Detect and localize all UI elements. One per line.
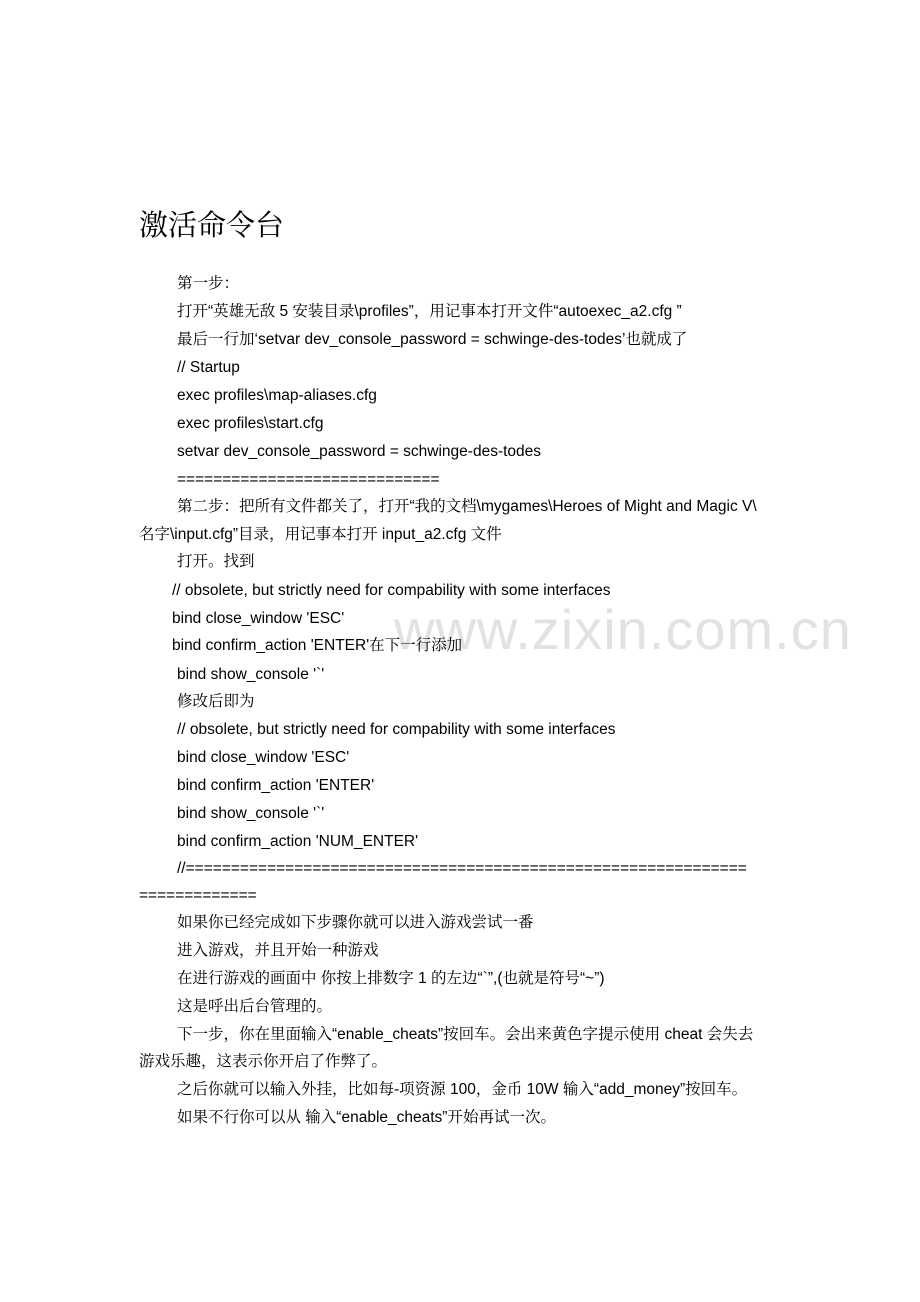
- code-line: bind show_console '`': [177, 805, 325, 822]
- code-line: bind close_window 'ESC': [177, 749, 350, 766]
- paragraph-line: 修改后即为: [177, 693, 255, 710]
- step-one-heading: 第一步：: [177, 275, 240, 292]
- paragraph-line: 打开“英雄无敌 5 安装目录\profiles”，用记事本打开文件“autoexec_a2.cfg ”: [177, 303, 682, 320]
- code-line: bind confirm_action 'ENTER'在下一行添加: [172, 637, 463, 654]
- code-line: exec profiles\map-aliases.cfg: [177, 387, 377, 404]
- separator-line: //==============================================================: [177, 860, 747, 877]
- paragraph-line: 这是呼出后台管理的。: [177, 998, 333, 1015]
- code-line: bind close_window 'ESC': [172, 610, 345, 627]
- code-line: bind show_console '`': [177, 666, 325, 683]
- watermark-text: www.zixin.com.cn: [394, 598, 852, 661]
- paragraph-line: 下一步，你在里面输入“enable_cheats”按回车。会出来黄色字提示使用 cheat 会失去: [177, 1026, 754, 1043]
- paragraph-line: 在进行游戏的画面中 你按上排数字 1 的左边“`”,(也就是符号“~”): [177, 970, 605, 987]
- code-line: bind confirm_action 'ENTER': [177, 777, 375, 794]
- paragraph-line: 如果你已经完成如下步骤你就可以进入游戏尝试一番: [177, 914, 534, 931]
- paragraph-line: 如果不行你可以从 输入“enable_cheats”开始再试一次。: [177, 1109, 556, 1126]
- code-line: exec profiles\start.cfg: [177, 415, 324, 432]
- separator-line: =============================: [177, 471, 440, 488]
- paragraph-line: 游戏乐趣，这表示你开启了作弊了。: [139, 1053, 388, 1070]
- page-title: 激活命令台: [139, 210, 285, 242]
- separator-line: =============: [139, 887, 257, 904]
- code-line: bind confirm_action 'NUM_ENTER': [177, 833, 419, 850]
- code-line: // Startup: [177, 359, 240, 376]
- code-line: // obsolete, but strictly need for compability with some interfaces: [177, 721, 616, 738]
- step-two-line: 第二步：把所有文件都关了，打开“我的文档\mygames\Heroes of Might and Magic V\: [177, 498, 757, 515]
- paragraph-line: 打开。找到: [177, 553, 255, 570]
- code-line: // obsolete, but strictly need for compability with some interfaces: [172, 582, 611, 599]
- code-line: setvar dev_console_password = schwinge-des-todes: [177, 443, 542, 460]
- paragraph-line: 之后你就可以输入外挂，比如每-项资源 100，金币 10W 输入“add_money”按回车。: [177, 1081, 748, 1098]
- paragraph-line: 名字\input.cfg”目录，用记事本打开 input_a2.cfg 文件: [139, 526, 502, 543]
- paragraph-line: 进入游戏，并且开始一种游戏: [177, 942, 379, 959]
- paragraph-line: 最后一行加‘setvar dev_console_password = schwinge-des-todes’也就成了: [177, 331, 688, 348]
